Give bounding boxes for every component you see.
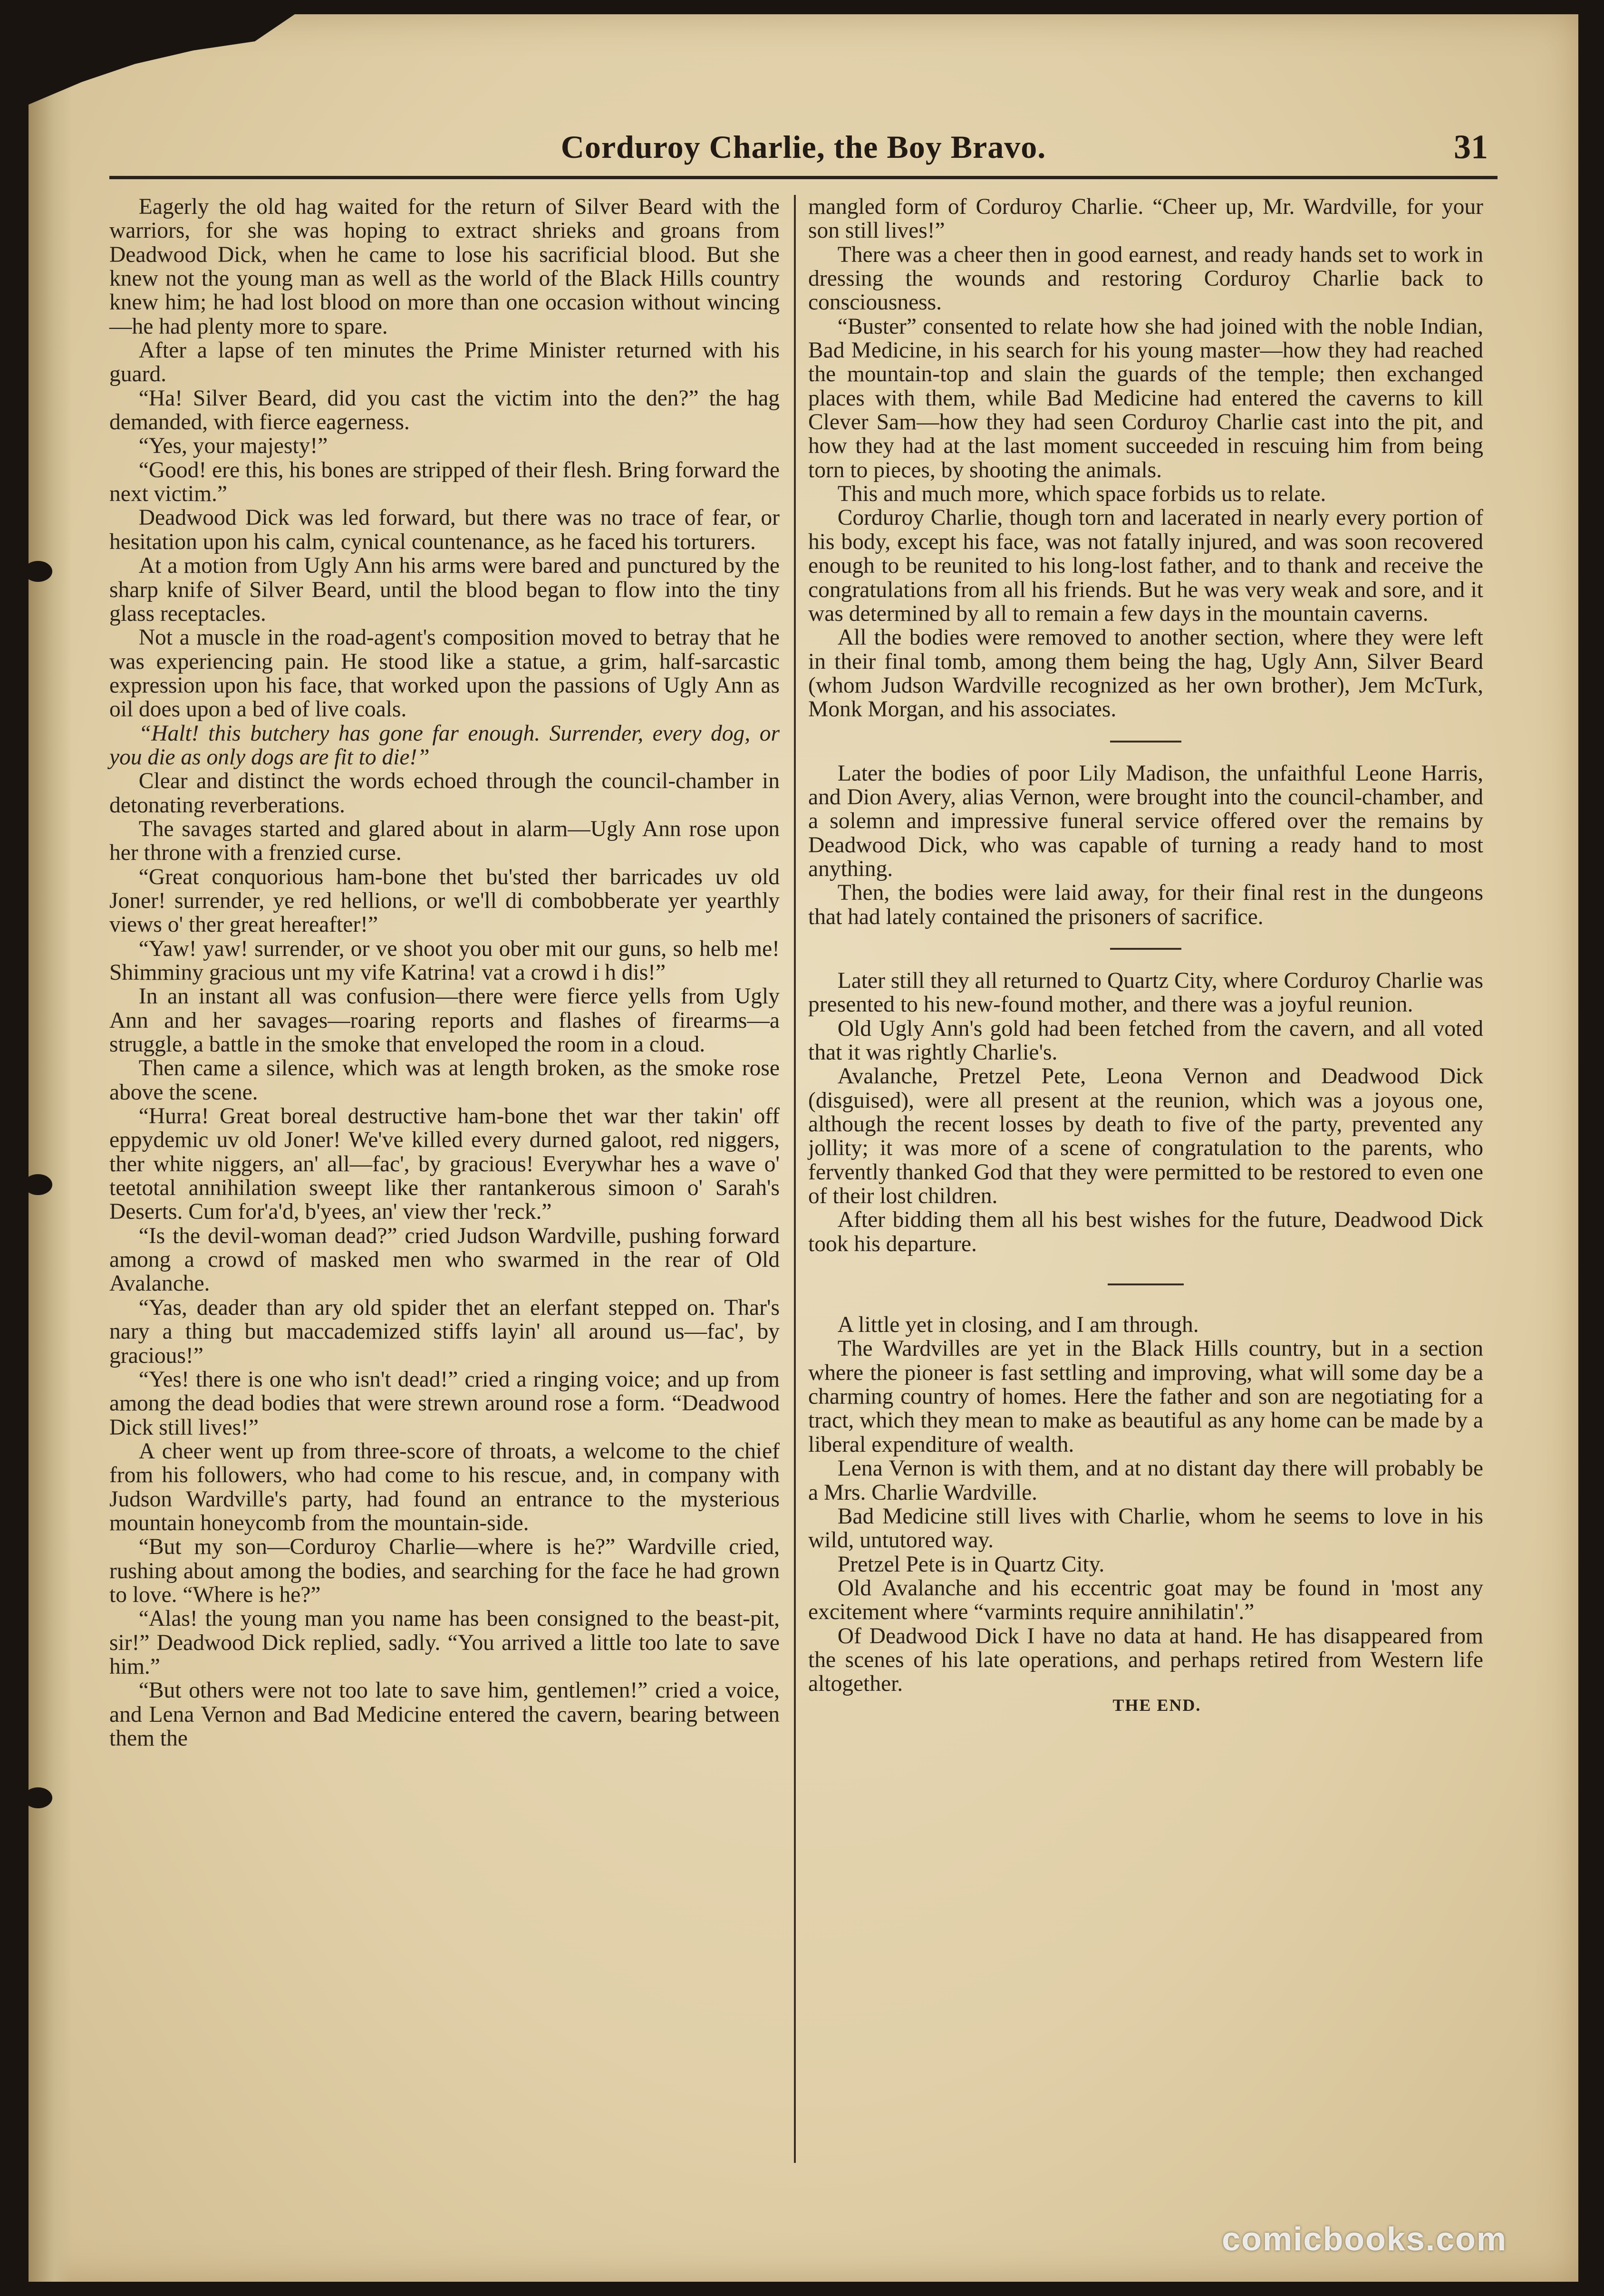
paragraph: The Wardvilles are yet in the Black Hills country, but in a section where the pioneer is fast settling and improving, what will some day be a charming country of homes. Here the father and son are negotiating for a tract, which they mean to make as beautiful as any home can be made by a liberal expenditure of wealth.: [808, 1336, 1483, 1457]
paragraph: “Alas! the young man you name has been consigned to the beast-pit, sir!” Deadwood Dick replied, sadly. “You arrived a little too late to save him.”: [109, 1606, 780, 1679]
paragraph: “But others were not too late to save him, gentlemen!” cried a voice, and Lena Vernon and Bad Medicine entered the cavern, bearing between them the: [109, 1678, 780, 1751]
paragraph: The savages started and glared about in alarm—Ugly Ann rose upon her throne with a frenzied curse.: [109, 816, 780, 866]
page-number: 31: [1454, 128, 1488, 166]
paragraph: Bad Medicine still lives with Charlie, whom he seems to love in his wild, untutored way.: [808, 1504, 1483, 1553]
paragraph: “But my son—Corduroy Charlie—where is he?” Wardville cried, rushing about among the bodies, and searching for the face he had grown to love. “Where is he?”: [109, 1534, 780, 1607]
paragraph: “Ha! Silver Beard, did you cast the victim into the den?” the hag demanded, with fierce eagerness.: [109, 386, 780, 435]
paragraph: Later still they all returned to Quartz City, where Corduroy Charlie was presented to his new-found mother, and there was a joyful reunion.: [808, 968, 1483, 1017]
paragraph: After a lapse of ten minutes the Prime Minister returned with his guard.: [109, 338, 780, 387]
page-header: [109, 119, 1498, 179]
paragraph: “Yes, your majesty!”: [138, 434, 328, 459]
paragraph: Avalanche, Pretzel Pete, Leona Vernon and Deadwood Dick (disguised), were all present at the reunion, which was a joyous one, although the recent losses by death to five of the party, prevented any jollity; it was more of a scene of congratulation to the parents, who fervently thanked God that they were permitted to be restored to even one of their lost children.: [808, 1064, 1483, 1209]
paragraph: Eagerly the old hag waited for the return of Silver Beard with the warriors, for she was hoping to extract shrieks and groans from Deadwood Dick, when he came to lose his sacrificial blood. But she knew not the young man as well as the world of the Black Hills country knew him; he had lost blood on more than one occasion without wincing—he had plenty more to spare.: [109, 194, 780, 339]
paragraph: Clear and distinct the words echoed through the council-chamber in detonating reverberations.: [109, 769, 780, 818]
paragraph: Old Avalanche and his eccentric goat may be found in 'most any excitement where “varmints require annihilatin'.”: [808, 1575, 1483, 1625]
paragraph: “Great conquorious ham-bone thet bu'sted ther barricades uv old Joner! surrender, ye red hellions, or we'll di combobberate yer yearthly views o' ther great hereafter!”: [109, 864, 780, 937]
paragraph: There was a cheer then in good earnest, and ready hands set to work in dressing the wounds and restoring Corduroy Charlie back to consciousness.: [808, 242, 1483, 315]
paragraph: After bidding them all his best wishes for the future, Deadwood Dick took his departure.: [808, 1207, 1483, 1256]
paragraph: Old Ugly Ann's gold had been fetched from the cavern, and all voted that it was rightly Charlie's.: [808, 1016, 1483, 1065]
site-watermark: comicbooks.com: [1222, 2220, 1507, 2257]
page-spine: [29, 14, 71, 2282]
paragraph: Lena Vernon is with them, and at no distant day there will probably be a Mrs. Charlie Wardville.: [808, 1456, 1483, 1505]
section-separator: [1110, 741, 1181, 743]
the-end-label: THE END.: [1112, 1695, 1201, 1715]
paragraph: Later the bodies of poor Lily Madison, the unfaithful Leone Harris, and Dion Avery, alias Vernon, were brought into the council-chamber, and a solemn and impressive funeral service offered over the remains by Deadwood Dick, who was capable of turning a ready hand to most anything.: [808, 761, 1483, 881]
paragraph: mangled form of Corduroy Charlie. “Cheer up, Mr. Wardville, for your son still lives!”: [808, 194, 1483, 243]
section-separator: [1108, 1283, 1184, 1285]
paragraph: Not a muscle in the road-agent's composition moved to betray that he was experiencing pain. He stood like a statue, a grim, half-sarcastic expression upon his face, that worked upon the passions of Ugly Ann as oil does upon a bed of live coals.: [109, 625, 780, 722]
paragraph: This and much more, which space forbids us to relate.: [837, 482, 1326, 507]
document-page: [29, 14, 1578, 2282]
paragraph: A little yet in closing, and I am through.: [837, 1312, 1199, 1338]
paragraph: Then came a silence, which was at length broken, as the smoke rose above the scene.: [109, 1056, 780, 1105]
paragraph: “Is the devil-woman dead?” cried Judson Wardville, pushing forward among a crowd of masked men who swarmed in the rear of Old Avalanche.: [109, 1223, 780, 1296]
section-separator: [1110, 948, 1181, 950]
paragraph: “Good! ere this, his bones are stripped of their flesh. Bring forward the next victim.”: [109, 457, 780, 507]
paragraph: “Halt! this butchery has gone far enough. Surrender, every dog, or you die as only dogs are fit to die!”: [109, 721, 780, 770]
paragraph: At a motion from Ugly Ann his arms were bared and punctured by the sharp knife of Silver Beard, until the blood began to flow into the tiny glass receptacles.: [109, 553, 780, 626]
right-column: [808, 195, 1483, 1714]
paragraph: “Hurra! Great boreal destructive ham-bone thet war ther takin' off eppydemic uv old Joner! We've killed every durned galoot, red niggers, ther white niggers, an' all—fac', by gracious! Everywhar hes a wave o' teetotal annihilation sweept like ther rantankerous simoon o' Sarah's Deserts. Cum for'a'd, b'yees, an' view ther 'reck.”: [109, 1104, 780, 1225]
column-divider: [794, 195, 796, 2163]
left-column: [109, 195, 780, 1750]
paragraph: Deadwood Dick was led forward, but there was no trace of fear, or hesitation upon his calm, cynical countenance, as he faced his torturers.: [109, 505, 780, 554]
running-title: Corduroy Charlie, the Boy Bravo.: [560, 129, 1046, 165]
paragraph: Pretzel Pete is in Quartz City.: [837, 1552, 1105, 1577]
paragraph: A cheer went up from three-score of throats, a welcome to the chief from his followers, who had come to his rescue, and, in company with Judson Wardville's party, had found an entrance to the mysterious mountain honeycomb from the mountain-side.: [109, 1438, 780, 1535]
paragraph: “Yaw! yaw! surrender, or ve shoot you ober mit our guns, so helb me! Shimminy gracious unt my vife Katrina! vat a crowd i h dis!”: [109, 936, 780, 985]
paragraph: “Yes! there is one who isn't dead!” cried a ringing voice; and up from among the dead bodies that were strewn around rose a form. “Deadwood Dick still lives!”: [109, 1367, 780, 1440]
paragraph: Then, the bodies were laid away, for their final rest in the dungeons that had lately contained the prisoners of sacrifice.: [808, 880, 1483, 929]
paragraph: Of Deadwood Dick I have no data at hand. He has disappeared from the scenes of his late operations, and perhaps retired from Western life altogether.: [808, 1623, 1483, 1697]
paragraph: “Yas, deader than ary old spider thet an elerfant stepped on. Thar's nary a thing but maccademized stiffs layin' all around us—fac', by gracious!”: [109, 1295, 780, 1368]
paragraph: In an instant all was confusion—there were fierce yells from Ugly Ann and her savages—roaring reports and flashes of firearms—a struggle, a battle in the smoke that enveloped the room in a cloud.: [109, 984, 780, 1057]
paragraph: “Buster” consented to relate how she had joined with the noble Indian, Bad Medicine, in his search for his young master—how they had reached the mountain-top and slain the guards of the temple; then exchanged places with them, while Bad Medicine had entered the caverns to kill Clever Sam—how they had seen Corduroy Charlie cast into the pit, and how they had at the last moment succeeded in rescuing him from being torn to pieces, by shooting the animals.: [808, 314, 1483, 482]
paragraph: All the bodies were removed to another section, where they were left in their final tomb, among them being the hag, Ugly Ann, Silver Beard (whom Judson Wardville recognized as her own brother), Jem McTurk, Monk Morgan, and his associates.: [808, 625, 1483, 722]
paragraph: Corduroy Charlie, though torn and lacerated in nearly every portion of his body, except his face, was not fatally injured, and was soon recovered enough to be reunited to his long-lost father, and to thank and receive the congratulations from all his friends. But he was very weak and sore, and it was determined by all to remain a few days in the mountain caverns.: [808, 505, 1483, 626]
